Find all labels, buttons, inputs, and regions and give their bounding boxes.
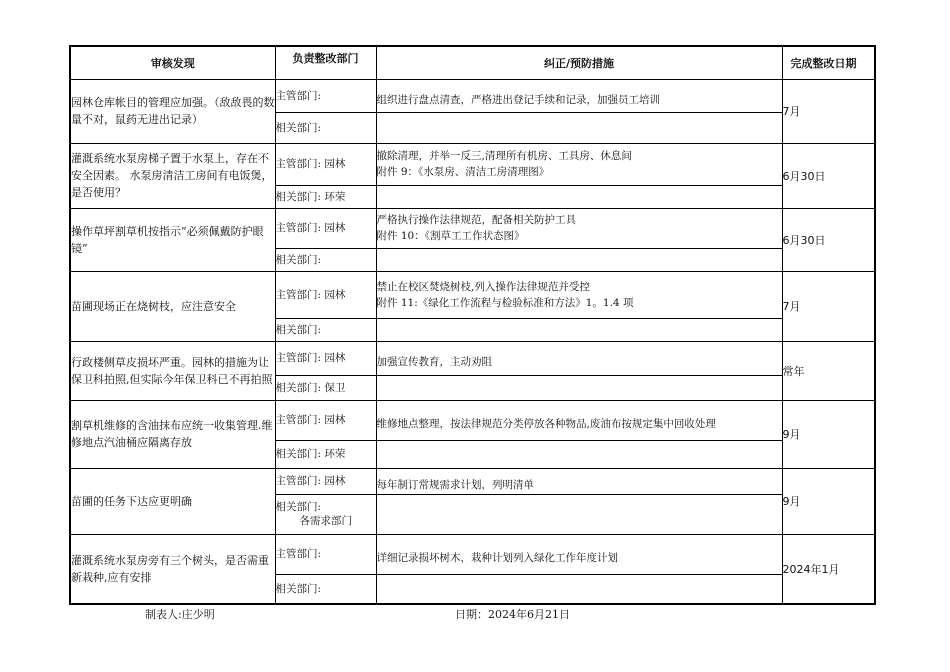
- related-dept-cell: [275, 185, 376, 208]
- measure-line: 附件 11:《绿化工作流程与检验标准和方法》1。1.4 项: [376, 296, 634, 309]
- measure-cell: [376, 468, 782, 494]
- due-date-cell: 7月: [782, 271, 875, 341]
- measure-line: 严格执行操作法律规范，配备相关防护工具: [376, 214, 576, 226]
- header-date: 完成整改日期: [782, 46, 875, 79]
- measure-cell: [376, 208, 782, 248]
- related-dept-cell: [275, 494, 376, 534]
- main-dept-cell: 主管部门: 园林: [275, 208, 376, 248]
- due-date-cell: 7月: [782, 79, 875, 143]
- related-dept-cell: [275, 248, 376, 271]
- due-date-cell: 常年: [782, 341, 875, 400]
- header-finding: 审核发现: [70, 46, 275, 79]
- related-measure-cell: [376, 574, 782, 604]
- table-row: [70, 534, 875, 574]
- main-dept-cell: 主管部门: 园林: [275, 271, 376, 318]
- finding-cell: 苗圃现场正在烧树枝，应注意安全: [70, 271, 275, 341]
- related-dept-cell: [275, 440, 376, 468]
- due-date-cell: 9月: [782, 468, 875, 534]
- measure-cell: [376, 271, 782, 318]
- related-dept-cell: [275, 112, 376, 143]
- measure-cell: [376, 341, 782, 375]
- measure-cell: [376, 79, 782, 112]
- header-row: [70, 46, 875, 79]
- related-dept-label: 相关部门:: [275, 253, 322, 266]
- finding-cell: 灌溉系统水泵房梯子置于水泵上，存在不安全因素。 水泵房清洁工房间有电饭煲，是否使用？: [70, 143, 275, 208]
- measure-line: 加强宣传教育，主动劝阻: [376, 356, 492, 368]
- related-dept-extra: 各需求部门: [299, 515, 352, 527]
- header-measure: 纠正/预防措施: [376, 46, 782, 79]
- related-dept-label: 相关部门:: [275, 121, 322, 134]
- related-measure-cell: [376, 112, 782, 143]
- main-dept-cell: 主管部门:: [275, 534, 376, 574]
- table-row: [70, 143, 875, 185]
- finding-cell: 苗圃的任务下达应更明确: [70, 468, 275, 534]
- due-date-cell: 6月30日: [782, 208, 875, 271]
- main-dept-cell: 主管部门: 园林: [275, 143, 376, 185]
- measure-line: 附件 9：《水泵房、清洁工房清理图》: [376, 166, 550, 178]
- related-dept-label: 相关部门: 环荣: [275, 448, 346, 460]
- measure-line: 附件 10：《割草工工作状态图》: [376, 230, 525, 242]
- table-row: [70, 400, 875, 440]
- related-measure-cell: [376, 375, 782, 400]
- main-dept-cell: 主管部门: 园林: [275, 341, 376, 375]
- related-dept-cell: [275, 318, 376, 341]
- main-dept-cell: 主管部门: 园林: [275, 400, 376, 440]
- finding-cell: 灌溉系统水泵房旁有三个树头，是否需重新栽种,应有安排: [70, 534, 275, 604]
- table-row: [70, 341, 875, 375]
- table-row: [70, 208, 875, 248]
- measure-cell: [376, 143, 782, 185]
- table-row: [70, 79, 875, 112]
- related-dept-label: 相关部门:: [275, 582, 322, 595]
- header-dept: 负责整改部门: [275, 46, 376, 79]
- measure-line: 每年制订常规需求计划，列明清单: [376, 479, 534, 491]
- table-row: [70, 468, 875, 494]
- finding-cell: 园林仓库帐目的管理应加强。（敌敌畏的数量不对，鼠药无进出记录）: [70, 79, 275, 143]
- footer-maker: 制表人:庄少明: [145, 608, 215, 621]
- related-dept-label: 相关部门:: [275, 323, 322, 336]
- main-dept-cell: 主管部门:: [275, 79, 376, 112]
- footer-date: 日期：2024年6月21日: [455, 608, 570, 621]
- related-measure-cell: [376, 494, 782, 534]
- related-dept-label: 相关部门:: [275, 501, 322, 513]
- related-dept-cell: [275, 375, 376, 400]
- related-measure-cell: [376, 318, 782, 341]
- measure-line: 详细记录损坏树木，栽种计划列入绿化工作年度计划: [376, 552, 618, 564]
- measure-line: 撤除清理，并举一反三,清理所有机房、工具房、休息间: [376, 150, 632, 162]
- due-date-cell: 2024年1月: [782, 534, 875, 604]
- measure-line: 禁止在校区焚烧树枝,列入操作法律规范并受控: [376, 280, 590, 293]
- due-date-cell: 6月30日: [782, 143, 875, 208]
- measure-cell: [376, 534, 782, 574]
- finding-cell: 行政楼侧草皮损坏严重。园林的措施为让保卫科拍照,但实际今年保卫科已不再拍照: [70, 341, 275, 400]
- finding-cell: 割草机维修的含油抹布应统一收集管理.维修地点汽油桶应隔离存放: [70, 400, 275, 468]
- related-measure-cell: [376, 185, 782, 208]
- measure-line: 维修地点整理，按法律规范分类停放各种物品,废油布按规定集中回收处理: [376, 418, 716, 430]
- related-measure-cell: [376, 440, 782, 468]
- related-dept-cell: [275, 574, 376, 604]
- related-dept-label: 相关部门: 保卫: [275, 381, 346, 394]
- table-row: [70, 271, 875, 318]
- measure-cell: [376, 400, 782, 440]
- finding-cell: 操作草坪割草机按指示”必须佩戴防护眼镜”: [70, 208, 275, 271]
- due-date-cell: 9月: [782, 400, 875, 468]
- related-measure-cell: [376, 248, 782, 271]
- measure-line: 组织进行盘点清查，严格进出登记手续和记录，加强员工培训: [376, 93, 660, 106]
- audit-table: [69, 45, 876, 605]
- related-dept-label: 相关部门: 环荣: [275, 190, 346, 203]
- main-dept-cell: 主管部门: 园林: [275, 468, 376, 494]
